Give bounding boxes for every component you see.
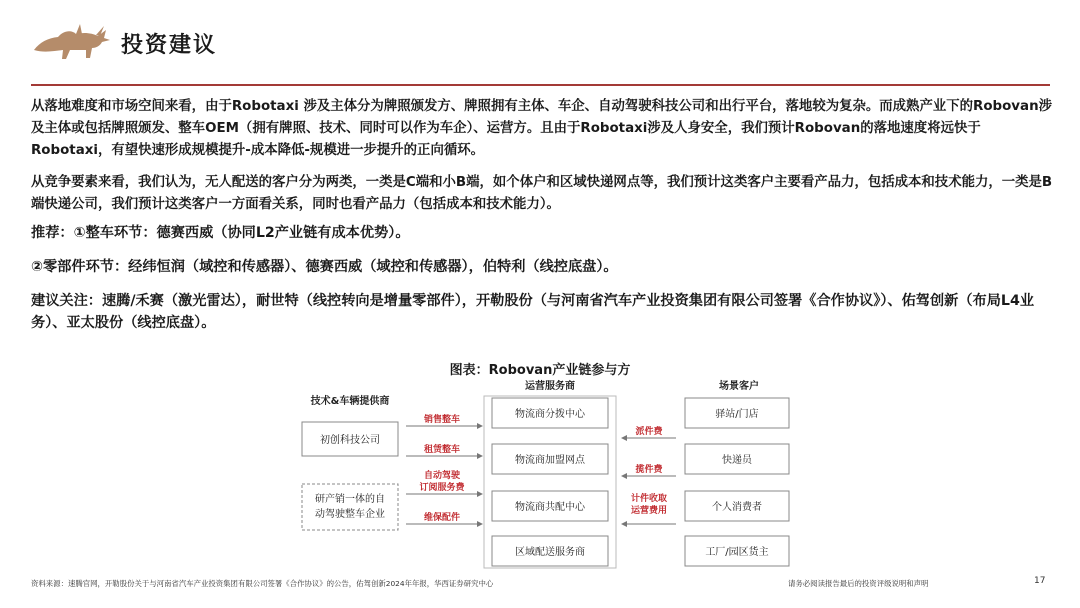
footer-source: 资料来源：速腾官网，开勒股份关于与河南省汽车产业投资集团有限公司签署《合作协议》的公告，佑驾创新2024年年报，华西证券研究中心 — [31, 579, 494, 588]
fee-label-delivery: 派件费 — [635, 427, 663, 437]
flow-label-lease: 租赁整车 — [423, 445, 461, 455]
box-ops-regional-label: 区域配送服务商 — [515, 547, 585, 558]
box-oem-label-line1: 研产销一体的自 — [315, 494, 385, 505]
box-ops-sorting-label: 物流商分拨中心 — [515, 409, 585, 420]
flow-label-subscription-line2: 订阅服务费 — [419, 483, 465, 493]
report-body — [31, 96, 1053, 346]
flow-label-subscription-line1: 自动驾驶 — [423, 471, 461, 481]
box-ops-franchise-label: 物流商加盟网点 — [515, 455, 585, 466]
box-oem-label-line2: 动驾驶整车企业 — [315, 509, 385, 520]
fee-label-pickup: 揽件费 — [635, 465, 663, 475]
industry-chain-diagram — [292, 374, 812, 574]
bull-logo-icon — [30, 20, 112, 64]
box-scene-courier-label: 快递员 — [722, 455, 752, 466]
footer-disclaimer: 请务必阅读报告最后的投资评级说明和声明 — [788, 579, 929, 588]
page-title: 投资建议 — [121, 32, 218, 58]
box-ops-shared-label: 物流商共配中心 — [515, 502, 585, 513]
page-number: 17 — [1034, 576, 1046, 586]
paragraph-competition: 从竞争要素来看，我们认为，无人配送的客户分为两类，一类是C端和小B端，如个体户和区域快递网点等，我们预计这类客户主要看产品力，包括成本和技术能力，一类是B端快递公司，我们预计这类客户一方面看关系，同时也看产品力（包括成本和技术能力）。 — [31, 175, 1053, 212]
paragraph-landing: 从落地难度和市场空间来看，由于Robotaxi 涉及主体分为牌照颁发方、牌照拥有主体、车企、自动驾驶科技公司和出行平台，落地较为复杂。而成熟产业下的Robovan涉及主体或包括牌照颁发、整车OEM（拥有牌照、技术、同时可以作为车企）、运营方。且由于Robotaxi涉及人身安全，我们预计Robovan的落地速度将远快于Robotaxi，有望快速形成规模提升-成本降低-规模进一步提升的正向循环。 — [31, 99, 1052, 158]
box-startup-label: 初创科技公司 — [320, 435, 380, 446]
flow-label-sale: 销售整车 — [423, 415, 461, 425]
box-scene-consumer-label: 个人消费者 — [712, 502, 762, 513]
fee-label-ops-line2: 运营费用 — [630, 506, 668, 516]
flow-label-maintenance: 维保配件 — [423, 513, 461, 523]
recommend-watch: 建议关注：速腾/禾赛（激光雷达），耐世特（线控转向是增量零部件），开勒股份（与河南省汽车产业投资集团有限公司签署《合作协议》）、佑驾创新（布局L4业务）、亚太股份（线控底盘）。 — [31, 293, 1035, 331]
box-scene-station-label: 驿站/门店 — [715, 409, 759, 420]
box-scene-factory-label: 工厂/园区货主 — [705, 547, 769, 558]
col-header-tech: 技术&车辆提供商 — [310, 396, 390, 407]
header-divider — [31, 84, 1050, 86]
recommend-vehicle: 推荐：①整车环节：德赛西威（协同L2产业链有成本优势）。 — [31, 225, 410, 241]
col-header-scene: 场景客户 — [719, 381, 759, 392]
recommend-parts: ②零部件环节：经纬恒润（域控和传感器）、德赛西威（域控和传感器），伯特利（线控底盘）。 — [31, 259, 618, 275]
col-header-ops: 运营服务商 — [525, 381, 575, 392]
fee-label-ops-line1: 计件收取 — [630, 494, 668, 504]
box-oem — [302, 484, 398, 530]
figure-title: 图表：Robovan产业链参与方 — [449, 363, 631, 378]
